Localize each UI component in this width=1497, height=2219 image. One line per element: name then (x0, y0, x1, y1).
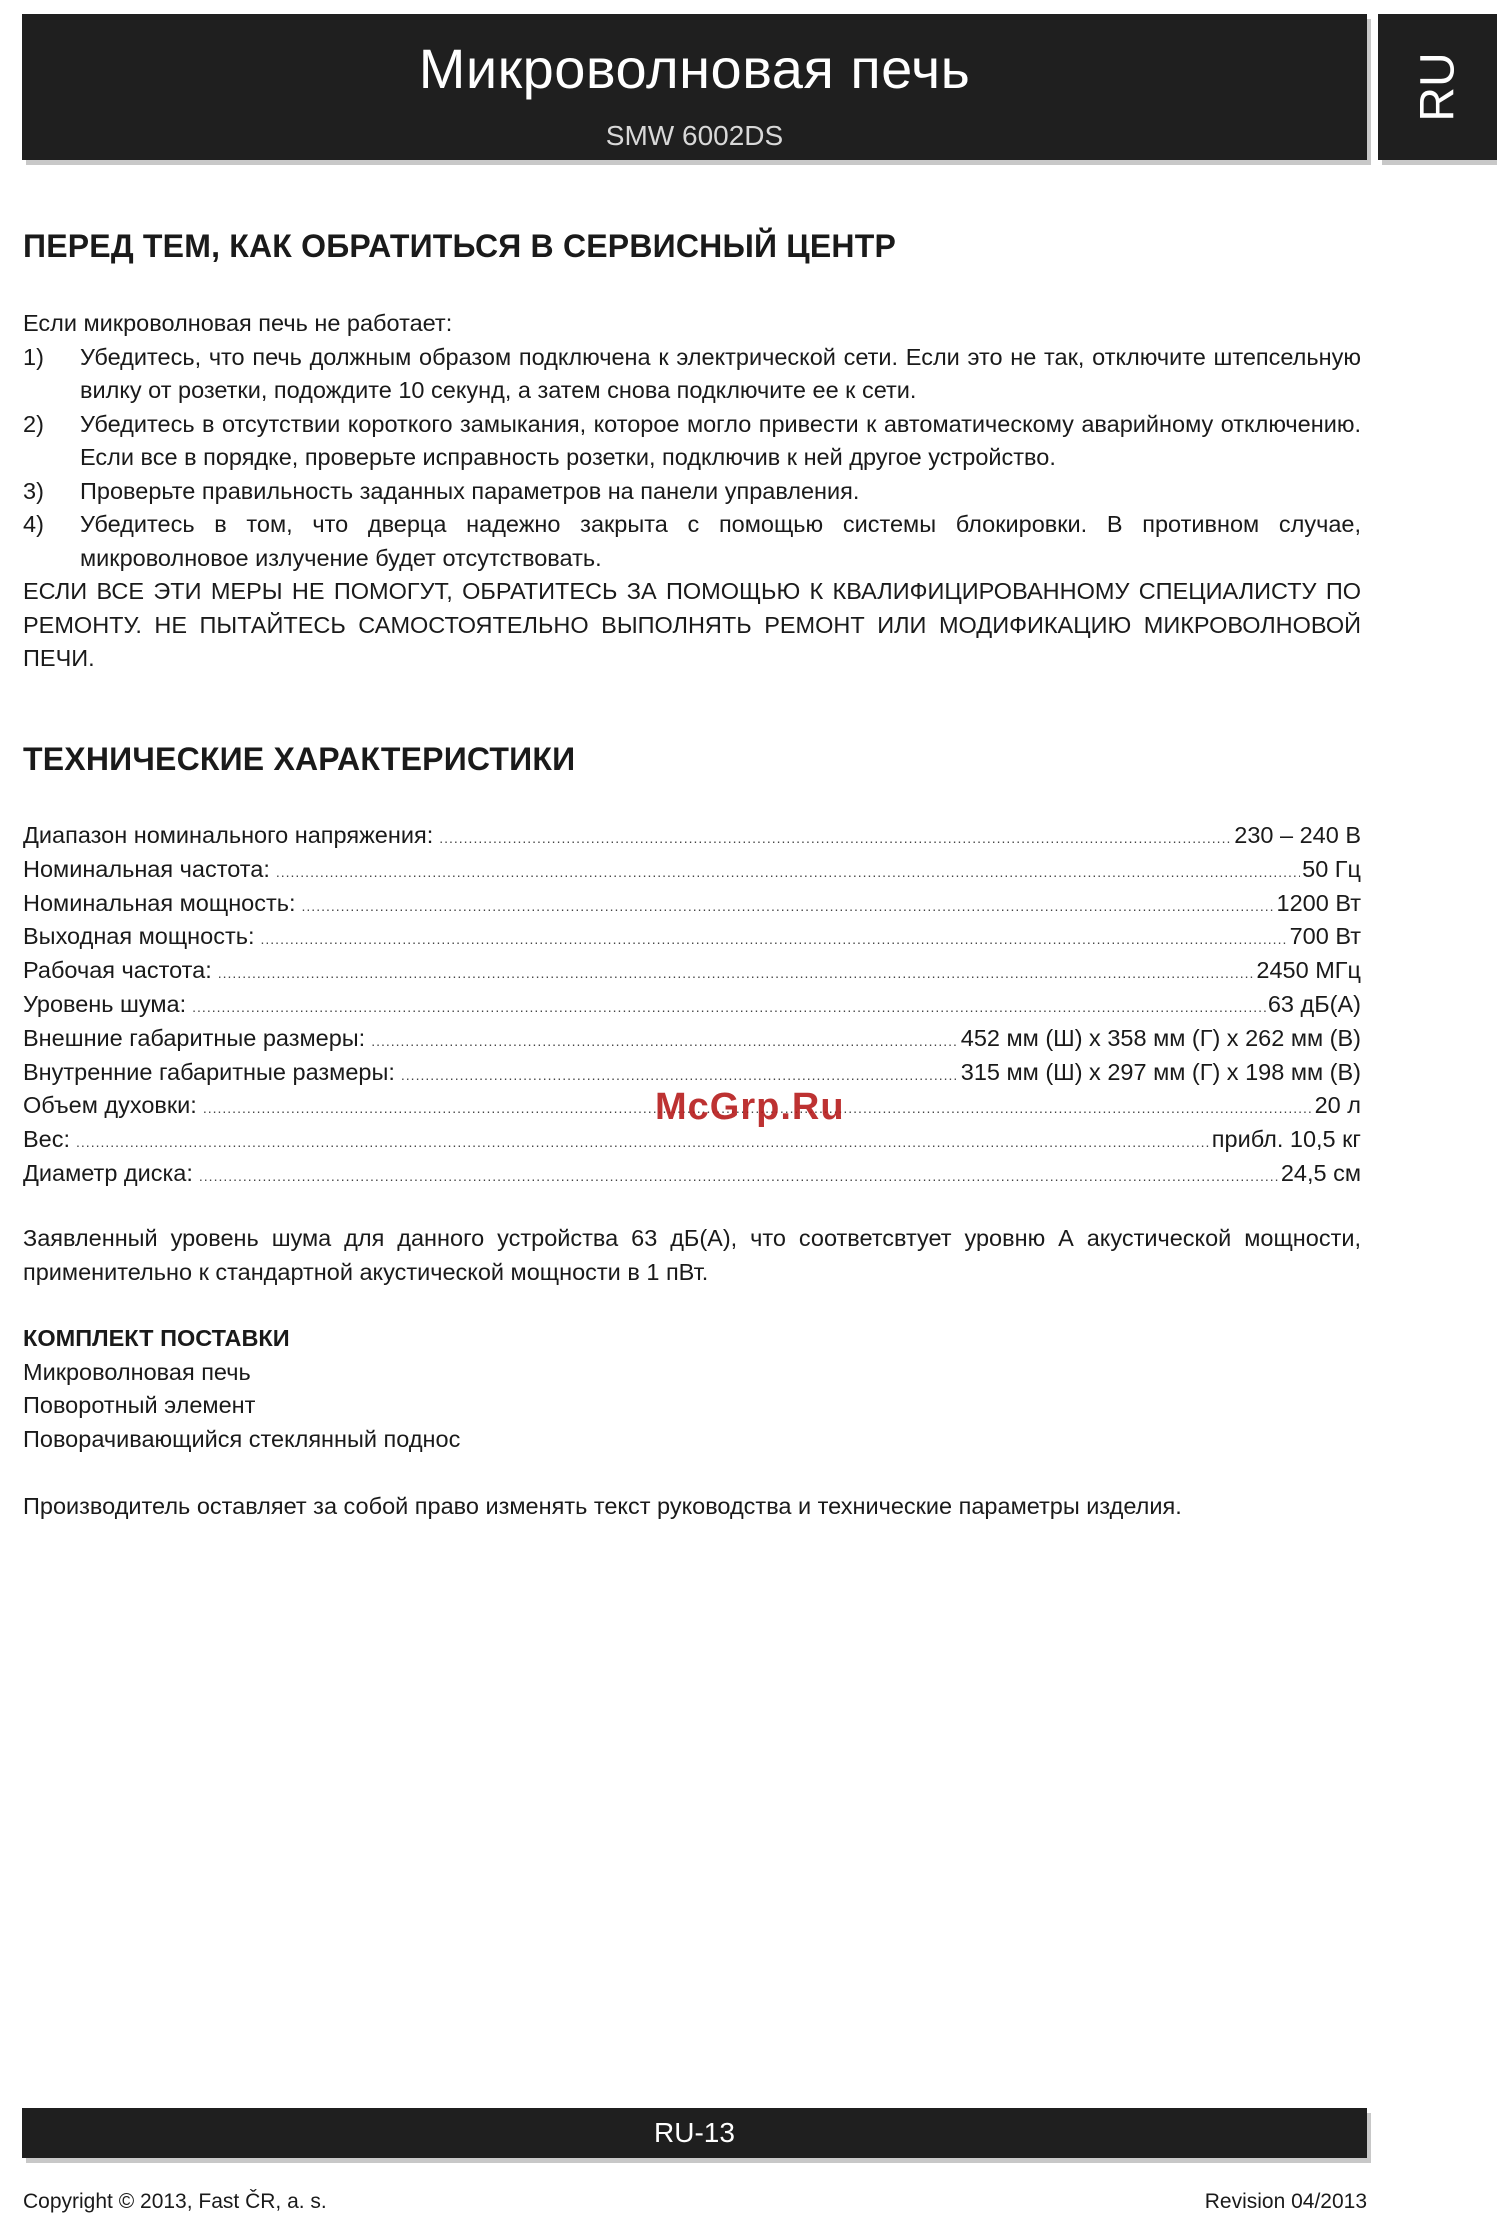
model-number: SMW 6002DS (605, 120, 784, 151)
noise-note: Заявленный уровень шума для данного устройства 63 дБ(А), что соответсвтует уровню А акустической мощности, применительно к стандартной акустической мощности в 1 пВт. (23, 1225, 1361, 1285)
footer-bar (22, 2108, 1367, 2158)
spec-row: Уровень шума: ..... 63 дБ(А) (23, 988, 1361, 1022)
package-item: Поворачивающийся стеклянный поднос (23, 1425, 461, 1452)
copyright: Copyright © 2013, Fast ČR, a. s. (23, 2190, 327, 2213)
list-item: 2) Убедитесь в отсутствии короткого замыкания, которое могло привести к автоматическому аварийному отключению. Если все в порядке, проверьте исправность розетки, подключив к ней другое устройство. (23, 410, 1361, 470)
list-item: 3) Проверьте правильность заданных параметров на панели управления. (23, 477, 860, 504)
disclaimer: Производитель оставляет за собой право изменять текст руководства и технические параметры изделия. (23, 1493, 1182, 1519)
spec-row: Номинальная частота: ..... 50 Гц (23, 853, 1361, 887)
service-warning: ЕСЛИ ВСЕ ЭТИ МЕРЫ НЕ ПОМОГУТ, ОБРАТИТЕСЬ ЗА ПОМОЩЬЮ К КВАЛИФИЦИРОВАННОМУ СПЕЦИАЛИСТУ ПО РЕМОНТУ. НЕ ПЫТАЙТЕСЬ САМОСТОЯТЕЛЬНО ВЫПОЛНЯТЬ РЕМОНТ ИЛИ МОДИФИКАЦИЮ МИКРОВОЛНОВОЙ ПЕЧИ. (23, 578, 1361, 671)
package-heading: КОМПЛЕКТ ПОСТАВКИ (23, 1325, 290, 1351)
package-item: Поворотный элемент (23, 1392, 256, 1418)
spec-row: Номинальная мощность: ..... 1200 Вт (23, 887, 1361, 921)
spec-row: Рабочая частота: ..... 2450 МГц (23, 954, 1361, 988)
spec-row: Вес: ..... прибл. 10,5 кг (23, 1123, 1361, 1157)
spec-row: Выходная мощность: ..... 700 Вт (23, 920, 1361, 954)
language-tab (1378, 14, 1497, 160)
spec-row: Диаметр диска: ..... 24,5 см (23, 1157, 1361, 1191)
watermark: McGrp.Ru (655, 1086, 845, 1128)
page-number: RU-13 (654, 2117, 735, 2148)
service-heading: ПЕРЕД ТЕМ, КАК ОБРАТИТЬСЯ В СЕРВИСНЫЙ ЦЕНТР (23, 228, 897, 264)
service-section (23, 307, 1361, 676)
service-intro: Если микроволновая печь не работает: (23, 310, 453, 336)
spec-row: Диапазон номинального напряжения: ..... 230 – 240 В (23, 819, 1361, 853)
spec-row: Внутренние габаритные размеры: ..... 315 мм (Ш) x 297 мм (Г) x 198 мм (В) (23, 1056, 1361, 1090)
list-item: 1) Убедитесь, что печь должным образом подключена к электрической сети. Если это не так, отключите штепсельную вилку от розетки, подождите 10 секунд, а затем снова подключите ее к сети. (23, 343, 1361, 403)
language-label: RU (1411, 52, 1464, 122)
specs-heading: ТЕХНИЧЕСКИЕ ХАРАКТЕРИСТИКИ (23, 741, 576, 777)
package-item: Микроволновая печь (23, 1358, 251, 1385)
revision: Revision 04/2013 (1204, 2190, 1367, 2213)
specs-table (23, 819, 1361, 1191)
spec-row: Внешние габаритные размеры: ..... 452 мм (Ш) x 358 мм (Г) x 262 мм (В) (23, 1022, 1361, 1056)
package-section (23, 1322, 1361, 1456)
header-bar (22, 14, 1367, 160)
list-item: 4) Убедитесь в том, что дверца надежно закрыта с помощью системы блокировки. В противном случае, микроволновое излучение будет отсутствовать. (23, 511, 1361, 571)
document-title: Микроволновая печь (418, 37, 971, 100)
spec-row: Объем духовки: ..... 20 л (23, 1089, 1361, 1123)
